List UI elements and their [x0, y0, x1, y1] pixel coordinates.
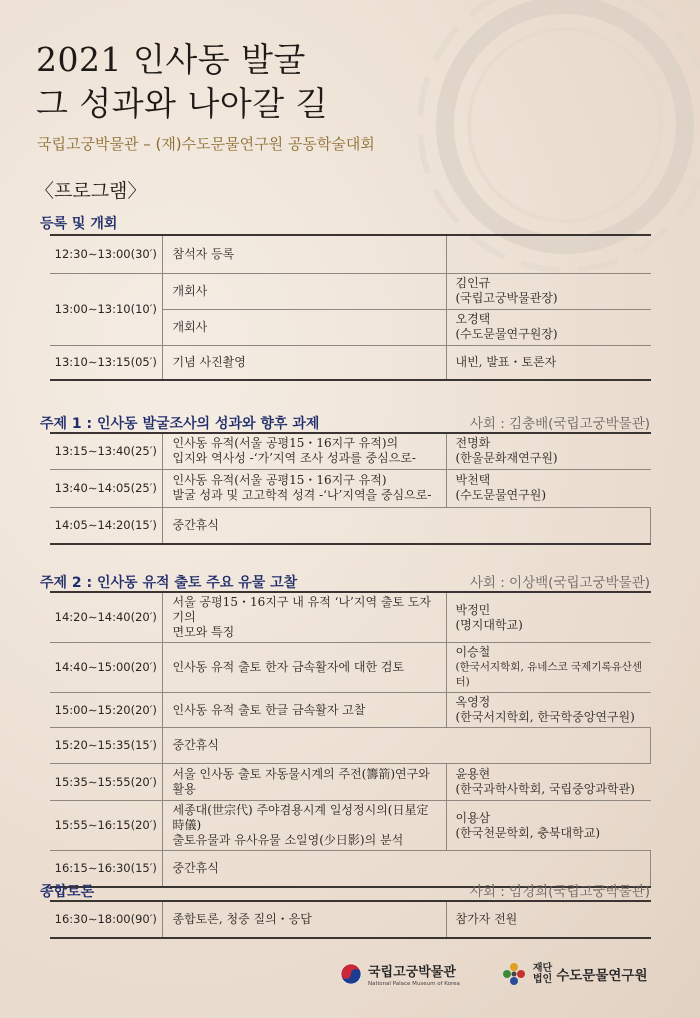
badge-line: 재단 — [532, 963, 553, 974]
time-cell: 15:20∼15:35(15′) — [50, 728, 162, 764]
subtitle: 국립고궁박물관 – (재)수도문물연구원 공동학술대회 — [37, 135, 375, 153]
section-header — [40, 571, 650, 592]
section-moderator: 사회 : 임경희(국립고궁박물관) — [469, 884, 650, 900]
page-title — [36, 38, 328, 126]
presenter-cell — [446, 273, 651, 309]
program-line: 개회사 — [172, 319, 208, 334]
program-line: 서울 공평15・16지구 내 유적 ‘나’지역 출토 도자기의 — [172, 595, 432, 624]
program-line: 면모와 특징 — [172, 625, 235, 639]
schedule-table — [50, 432, 651, 545]
presenter-name: 김인규 — [455, 276, 491, 290]
program-line: 개회사 — [172, 283, 208, 298]
presenter-affiliation: (국립고궁박물관장) — [455, 291, 558, 305]
presenter-cell — [446, 345, 651, 380]
program-line: 중간휴식 — [172, 738, 219, 752]
museum-name-en: National Palace Museum of Korea — [368, 981, 460, 987]
table-row — [50, 507, 651, 544]
presenter-name: 참가자 전원 — [455, 912, 518, 926]
table-row — [50, 345, 651, 380]
program-line: 서울 인사동 출토 자동물시계의 주전(籌箭)연구와 활용 — [172, 767, 430, 796]
presenter-affiliation: (한국천문학회, 충북대학교) — [455, 825, 601, 840]
program-cell — [162, 801, 446, 851]
presenter-affiliation: (한국서지학회, 한국학중앙연구원) — [455, 710, 635, 724]
program-cell — [162, 309, 446, 345]
time-cell: 14:20∼14:40(20′) — [50, 592, 162, 643]
time-cell: 12:30∼13:00(30′) — [50, 235, 162, 273]
presenter-affiliation: (한울문화재연구원) — [455, 451, 558, 466]
program-cell — [162, 469, 446, 507]
presenter-name: 옥영정 — [455, 695, 491, 709]
time-cell: 15:55∼16:15(20′) — [50, 801, 162, 851]
program-cell — [162, 345, 446, 380]
table-row — [50, 764, 651, 801]
program-cell — [162, 693, 446, 728]
time-cell: 13:00∼13:10(10′) — [50, 273, 162, 345]
presenter-cell — [446, 309, 651, 345]
program-line: 중간휴식 — [172, 860, 219, 875]
table-row — [50, 901, 651, 938]
section-header — [40, 412, 650, 433]
presenter-affiliation: (명지대학교) — [455, 617, 523, 632]
time-cell: 13:10∼13:15(05′) — [50, 345, 162, 380]
time-cell: 13:40∼14:05(25′) — [50, 469, 162, 507]
time-cell: 16:15∼16:30(15′) — [50, 851, 162, 887]
table-row — [50, 693, 651, 728]
title-line-2: 그 성과와 나아갈 길 — [36, 84, 328, 123]
time-cell: 13:15∼13:40(25′) — [50, 433, 162, 469]
institute-logo — [500, 960, 648, 988]
presenter-affiliation: (한국과학사학회, 국립중앙과학관) — [455, 782, 635, 796]
presenter-affiliation: (수도문물연구원장) — [455, 327, 558, 341]
program-line: 인사동 유적 출토 한글 금속활자 고찰 — [172, 702, 366, 717]
presenter-name: 내빈, 발표・토론자 — [455, 354, 557, 369]
program-cell — [162, 433, 446, 469]
program-line: 기념 사진촬영 — [172, 354, 246, 369]
schedule-table — [50, 234, 651, 381]
program-line: 인사동 유적 출토 한자 금속활자에 대한 검토 — [172, 660, 405, 674]
table-row — [50, 592, 651, 643]
time-cell: 14:40∼15:00(20′) — [50, 643, 162, 693]
table-row — [50, 801, 651, 851]
program-cell — [162, 507, 651, 544]
table-row — [50, 273, 651, 309]
program-cell — [162, 764, 446, 801]
presenter-cell — [446, 643, 651, 693]
presenter-cell — [446, 235, 651, 273]
section-header — [40, 213, 650, 233]
program-heading: 〈프로그램〉 — [35, 180, 147, 202]
time-cell: 15:35∼15:55(20′) — [50, 764, 162, 801]
museum-name: 국립고궁박물관 — [368, 965, 456, 980]
program-cell — [162, 235, 446, 273]
program-line: 인사동 유적(서울 공평15・16지구 유적)의 — [172, 436, 399, 451]
presenter-name: 이승철 — [455, 645, 491, 659]
presenter-affiliation: (한국서지학회, 유네스코 국제기록유산센터) — [455, 661, 643, 688]
program-line: 종합토론, 청중 질의・응답 — [172, 912, 312, 926]
presenter-name: 박정민 — [455, 602, 491, 617]
institute-name: 수도문물연구원 — [556, 968, 648, 984]
presenter-name: 이용삼 — [455, 810, 491, 825]
program-line: 세종대(世宗代) 주야겸용시계 일성정시의(日星定時儀) — [172, 803, 429, 832]
section-title: 주제 1 : 인사동 발굴조사의 성과와 향후 과제 — [40, 416, 320, 432]
time-cell: 14:05∼14:20(15′) — [50, 507, 162, 544]
presenter-cell — [446, 433, 651, 469]
program-line: 출토유물과 유사유물 소일영(少日影)의 분석 — [172, 833, 404, 847]
table-row — [50, 469, 651, 507]
schedule-table — [50, 591, 651, 888]
institute-emblem-icon — [500, 960, 528, 988]
section-title: 종합토론 — [40, 884, 95, 900]
program-line: 입지와 역사성 -‘가’지역 조사 성과를 중심으로- — [172, 451, 416, 466]
title-line-1: 2021 인사동 발굴 — [36, 40, 306, 79]
program-cell — [162, 901, 446, 938]
presenter-cell — [446, 469, 651, 507]
presenter-name: 전명화 — [455, 436, 491, 451]
program-line: 인사동 유적(서울 공평15・16지구 유적) — [172, 473, 387, 487]
program-line: 발굴 성과 및 고고학적 성격 -‘나’지역을 중심으로- — [172, 488, 432, 502]
section-header — [40, 880, 650, 901]
presenter-cell — [446, 693, 651, 728]
time-cell: 16:30∼18:00(90′) — [50, 901, 162, 938]
presenter-cell — [446, 801, 651, 851]
program-line: 참석자 등록 — [172, 246, 235, 261]
badge-line: 법인 — [532, 974, 553, 985]
program-cell — [162, 592, 446, 643]
section-title: 등록 및 개회 — [40, 216, 118, 232]
presenter-affiliation: (수도문물연구원) — [455, 488, 547, 502]
program-cell — [162, 643, 446, 693]
presenter-name: 박천택 — [455, 473, 491, 487]
foundation-badge — [533, 963, 552, 985]
presenter-cell — [446, 592, 651, 643]
section-moderator: 사회 : 김충배(국립고궁박물관) — [469, 416, 650, 432]
presenter-cell — [446, 901, 651, 938]
table-row — [50, 235, 651, 273]
presenter-name: 윤용현 — [455, 767, 491, 781]
table-row — [50, 433, 651, 469]
footer-logos — [340, 960, 648, 988]
taegeuk-icon — [340, 963, 362, 985]
museum-logo — [340, 961, 460, 987]
program-cell — [162, 728, 651, 764]
table-row — [50, 728, 651, 764]
program-cell — [162, 273, 446, 309]
table-row — [50, 643, 651, 693]
schedule-table — [50, 900, 651, 939]
presenter-name: 오경택 — [455, 312, 491, 326]
section-title: 주제 2 : 인사동 유적 출토 주요 유물 고찰 — [40, 575, 298, 591]
section-moderator: 사회 : 이상백(국립고궁박물관) — [469, 575, 650, 591]
program-line: 중간휴식 — [172, 517, 219, 532]
time-cell: 15:00∼15:20(20′) — [50, 693, 162, 728]
presenter-cell — [446, 764, 651, 801]
